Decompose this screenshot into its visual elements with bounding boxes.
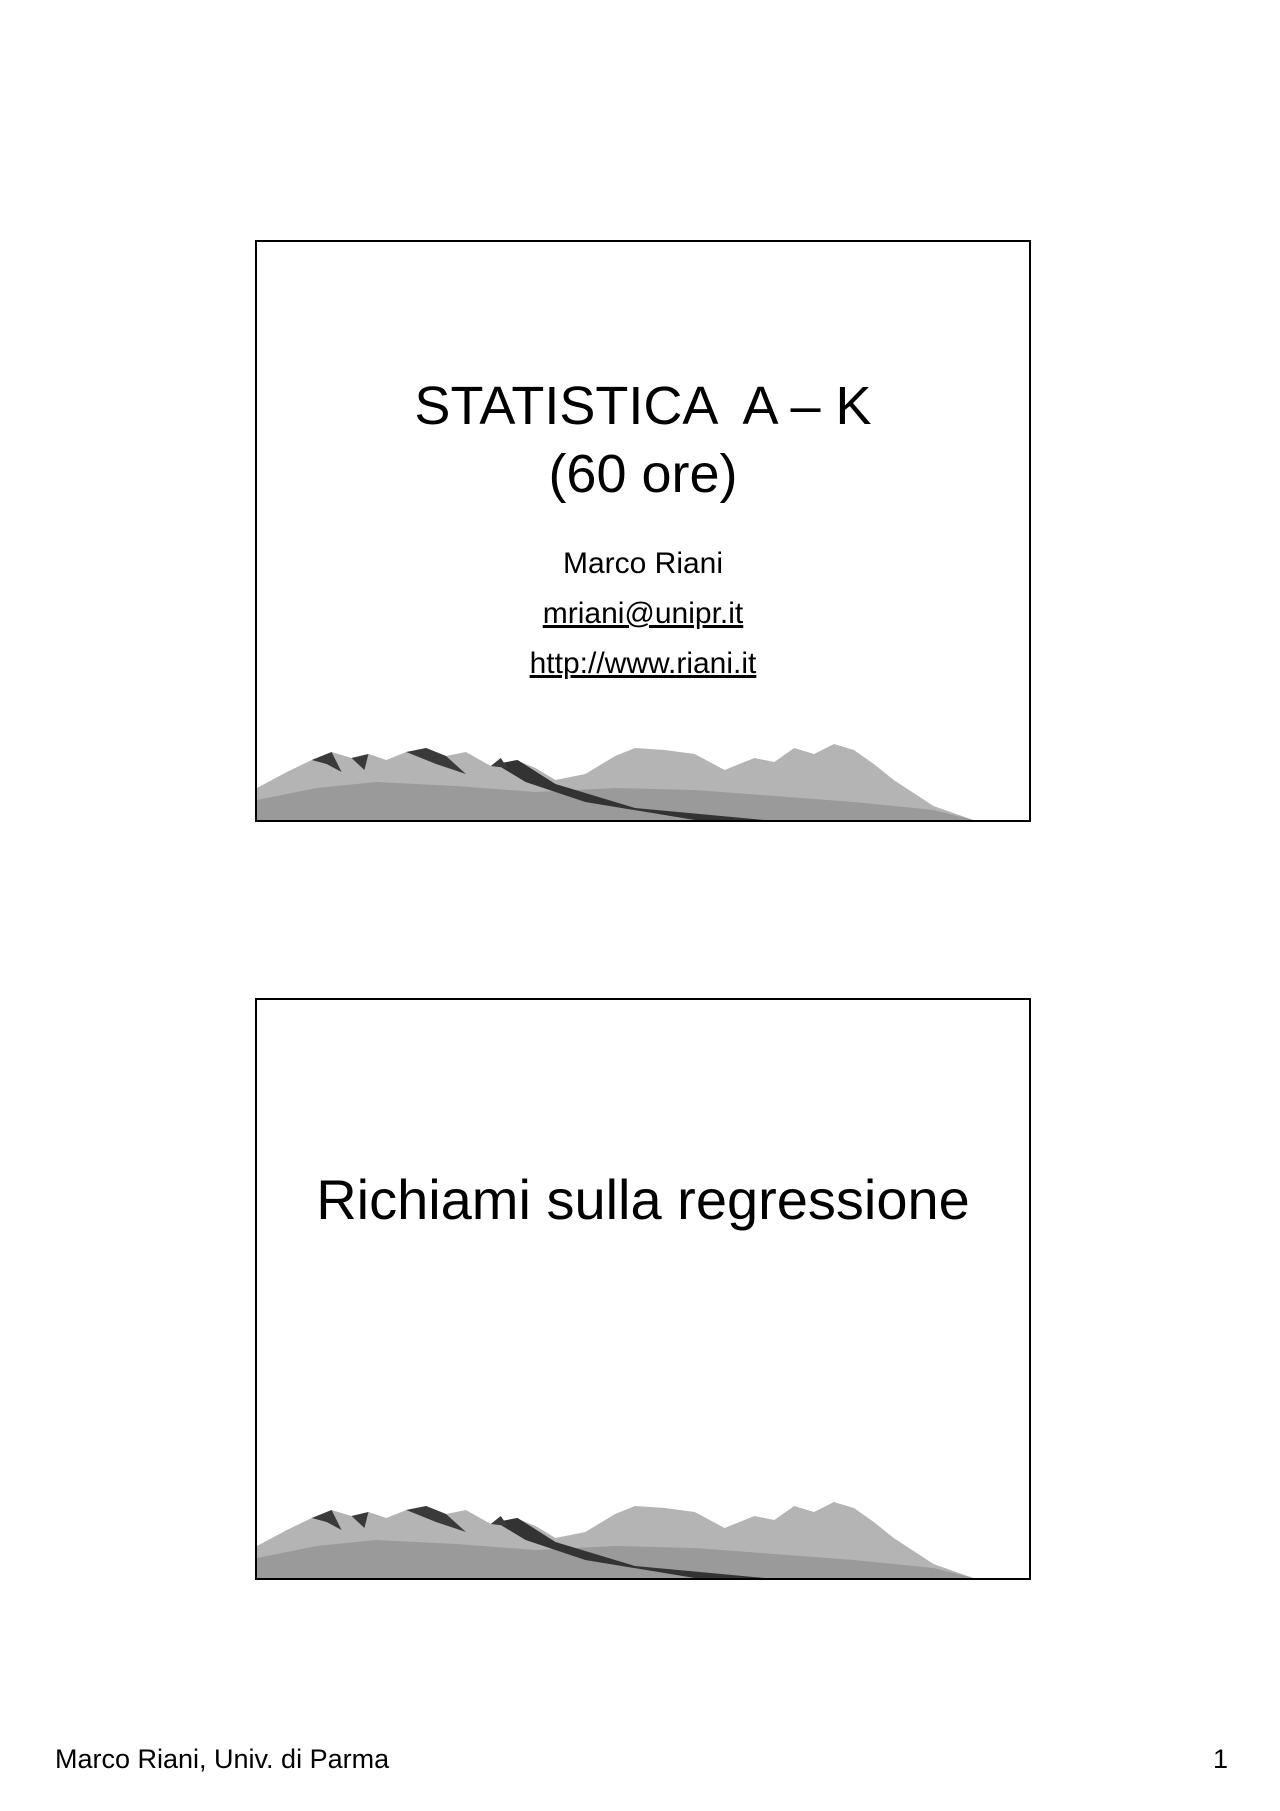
slide-1-author-block xyxy=(257,539,1029,689)
slide-1-title-line1: STATISTICA A – K xyxy=(414,376,872,436)
footer-author: Marco Riani, Univ. di Parma xyxy=(55,1744,390,1774)
mountain-illustration xyxy=(257,730,1029,820)
slide-1 xyxy=(255,240,1031,822)
slide-2 xyxy=(255,998,1031,1580)
email-link[interactable]: mriani@unipr.it xyxy=(542,597,744,630)
website-link[interactable]: http://www.riani.it xyxy=(529,647,757,680)
page-number: 1 xyxy=(1212,1744,1228,1774)
slide-1-title-line2: (60 ore) xyxy=(548,444,738,504)
mountain-illustration xyxy=(257,1488,1029,1578)
slide-1-title xyxy=(257,372,1029,508)
author-name: Marco Riani xyxy=(562,547,724,580)
slide-2-title: Richiami sulla regressione xyxy=(316,1168,970,1231)
